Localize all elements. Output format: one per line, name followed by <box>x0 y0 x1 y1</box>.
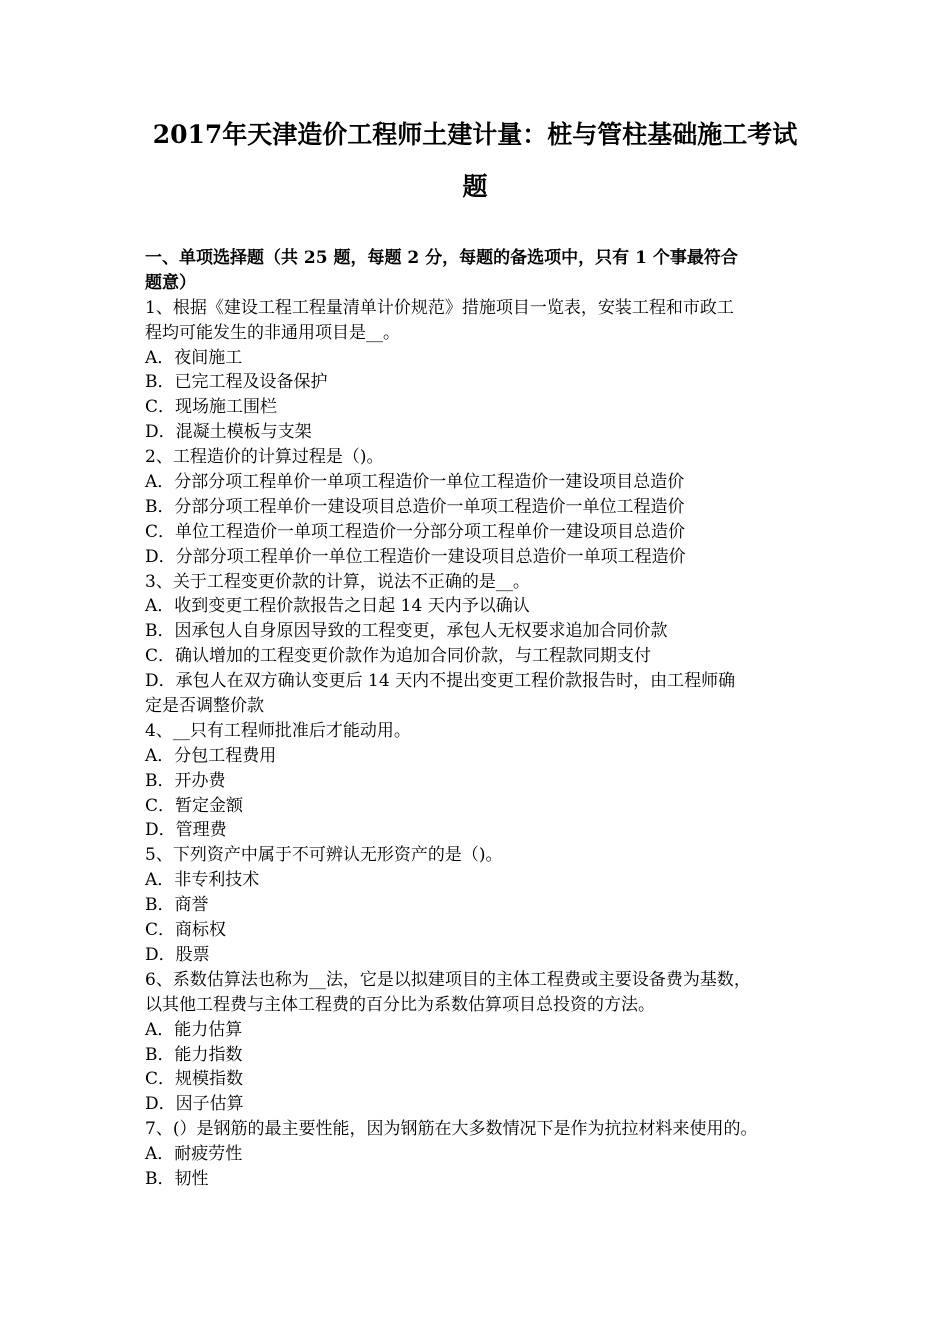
answer-option: D．股票 <box>145 944 210 965</box>
answer-option: D．承包人在双方确认变更后 14 天内不提出变更工程价款报告时，由工程师确 <box>145 671 736 692</box>
answer-option: A．能力估算 <box>145 1019 243 1040</box>
question-stem: 1、根据《建设工程工程量清单计价规范》措施项目一览表，安装工程和市政工 <box>145 297 734 318</box>
answer-option: A．收到变更工程价款报告之日起 14 天内予以确认 <box>145 596 530 617</box>
question-stem: 4、__只有工程师批准后才能动用。 <box>145 720 411 741</box>
answer-option: C．确认增加的工程变更价款作为追加合同价款，与工程款同期支付 <box>145 646 652 667</box>
answer-option: C．单位工程造价一单项工程造价一分部分项工程单价一建设项目总造价 <box>145 521 686 542</box>
answer-option: D．混凝土模板与支架 <box>145 422 312 443</box>
question-stem: 2、工程造价的计算过程是（)。 <box>145 447 384 468</box>
question-stem: 以其他工程费与主体工程费的百分比为系数估算项目总投资的方法。 <box>145 994 655 1015</box>
answer-option: D．管理费 <box>145 820 227 841</box>
question-stem: 7、(）是钢筋的最主要性能，因为钢筋在大多数情况下是作为抗拉材料来使用的。 <box>145 1119 758 1140</box>
answer-option: B．因承包人自身原因导致的工程变更，承包人无权要求追加合同价款 <box>145 621 668 642</box>
answer-option: D．因子估算 <box>145 1094 244 1115</box>
answer-option: A．夜间施工 <box>145 347 243 368</box>
answer-option: B．能力指数 <box>145 1044 243 1065</box>
answer-option: B．商誉 <box>145 895 209 916</box>
question-stem: 5、下列资产中属于不可辨认无形资产的是（)。 <box>145 845 503 866</box>
question-stem: 程均可能发生的非通用项目是__。 <box>145 322 400 343</box>
section-heading-line-1: 一、单项选择题（共 25 题，每题 2 分，每题的备选项中，只有 1 个事最符合 <box>145 248 738 268</box>
question-stem: 3、关于工程变更价款的计算，说法不正确的是__。 <box>145 571 530 592</box>
answer-option: C．规模指数 <box>145 1069 244 1090</box>
question-stem: 6、系数估算法也称为__法，它是以拟建项目的主体工程费或主要设备费为基数， <box>145 969 751 990</box>
answer-option: A．耐疲劳性 <box>145 1144 243 1165</box>
answer-option: B．分部分项工程单价一建设项目总造价一单项工程造价一单位工程造价 <box>145 496 685 517</box>
answer-option: C．现场施工围栏 <box>145 397 278 418</box>
answer-option: 定是否调整价款 <box>145 696 264 717</box>
answer-option: B．已完工程及设备保护 <box>145 372 328 393</box>
answer-option: A．非专利技术 <box>145 870 260 891</box>
document-body <box>145 246 810 1192</box>
section-heading-line-2: 题意） <box>145 272 196 293</box>
answer-option: C．商标权 <box>145 920 227 941</box>
document-title-line-2: 题 <box>462 172 488 201</box>
answer-option: B．开办费 <box>145 770 226 791</box>
answer-option: C．暂定金额 <box>145 795 244 816</box>
answer-option: D．分部分项工程单价一单位工程造价一建设项目总造价一单项工程造价 <box>145 546 686 567</box>
answer-option: B．韧性 <box>145 1168 209 1189</box>
document-title-line-1: 2017年天津造价工程师土建计量：桩与管柱基础施工考试 <box>152 120 798 149</box>
answer-option: A．分包工程费用 <box>145 745 277 766</box>
answer-option: A．分部分项工程单价一单项工程造价一单位工程造价一建设项目总造价 <box>145 472 685 493</box>
